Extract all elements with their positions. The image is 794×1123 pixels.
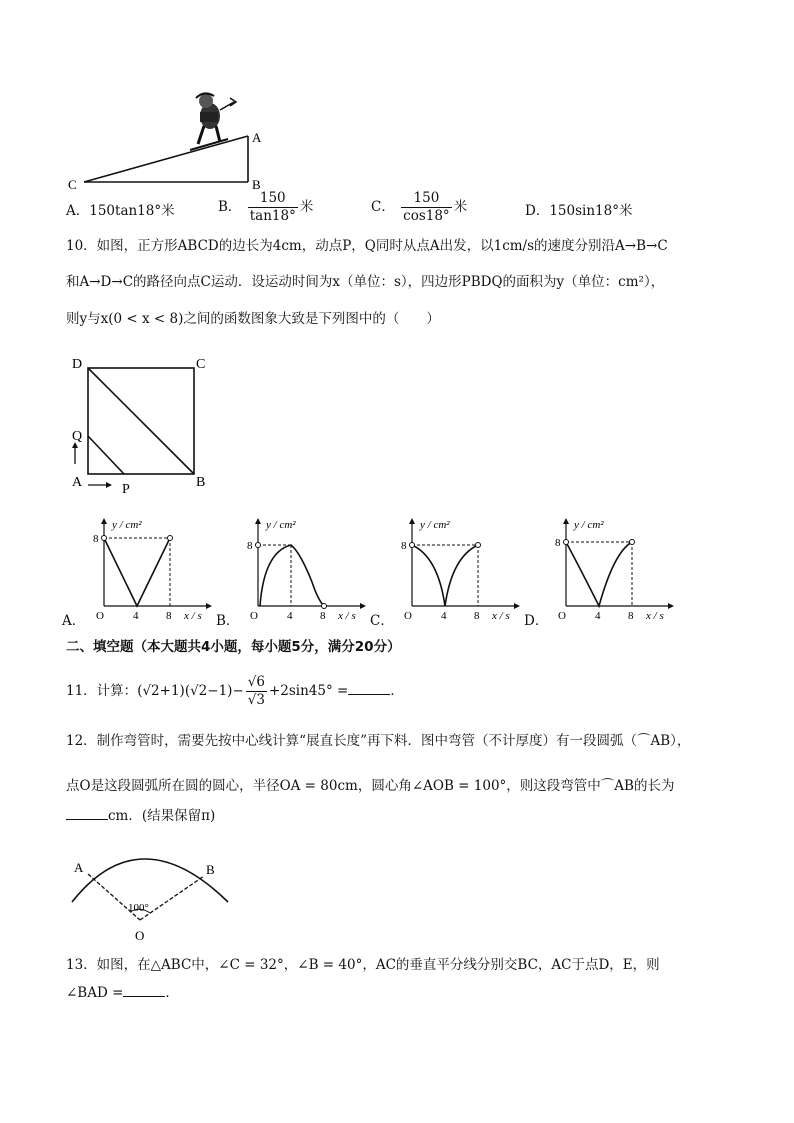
answer-blank[interactable] (348, 682, 390, 695)
slope-line (84, 136, 248, 182)
answer-blank[interactable] (123, 984, 165, 997)
svg-text:4: 4 (287, 610, 293, 622)
q9-option-d[interactable]: D．150sin18°米 (525, 203, 633, 219)
svg-text:8: 8 (628, 610, 634, 622)
svg-text:y / cm²: y / cm² (420, 519, 450, 531)
q11-fraction: $\frac{√6}{√3}$ (247, 674, 265, 708)
q11-question: 11．计算：(√2+1)(√2−1)− $\frac{√6}{√3}$ +2sin45° = ． (66, 674, 404, 708)
label-d: D (72, 357, 83, 372)
svg-text:O: O (558, 610, 566, 622)
q13-line1: 13．如图，在△ABC中，∠C = 32°，∠B = 40°，AC的垂直平分线分别交BC，AC于点D，E，则 (66, 957, 660, 973)
q9-b-fraction: $\frac{150}{\tan 18^\circ}$ (249, 190, 296, 224)
label-b: B (252, 177, 261, 192)
slope-figure (60, 92, 280, 192)
label-q: Q (72, 429, 83, 444)
axes (563, 518, 674, 609)
svg-text:O: O (250, 610, 258, 622)
svg-text:y / cm²: y / cm² (574, 519, 604, 531)
svg-text:8: 8 (320, 610, 326, 622)
axes (409, 518, 520, 609)
q9-option-b[interactable]: B． $\frac{150}{\tan 18^\circ}$ 米 (218, 190, 314, 224)
axes (255, 518, 366, 609)
label-a: A (72, 475, 83, 490)
q9-option-a[interactable]: A．150tan18°米 (66, 203, 175, 219)
axes (101, 518, 212, 609)
q13-line2: ∠BAD = ． (66, 985, 179, 1001)
arc-figure (60, 834, 240, 946)
curve (104, 538, 170, 606)
svg-text:8: 8 (555, 537, 561, 549)
svg-text:x / s: x / s (338, 610, 356, 622)
segment-qp (88, 436, 124, 474)
square-figure (64, 352, 214, 498)
curve (260, 545, 324, 606)
graph-option-a[interactable] (80, 512, 220, 624)
svg-text:8: 8 (401, 540, 407, 552)
q12-line3: cm．(结果保留π) (66, 806, 215, 826)
graph-option-b[interactable] (234, 512, 374, 624)
graph-label-a[interactable]: A． (62, 613, 86, 629)
graph-option-d[interactable] (542, 512, 682, 624)
label-c: C (196, 357, 206, 372)
label-c: C (68, 177, 77, 192)
svg-text:y / cm²: y / cm² (112, 519, 142, 531)
q12-line1: 12．制作弯管时，需要先按中心线计算“展直长度”再下料．图中弯管（不计厚度）有一段圆弧（⌒AB）， (66, 733, 691, 749)
svg-text:x / s: x / s (646, 610, 664, 622)
radius-ob (140, 876, 204, 920)
svg-text:8: 8 (166, 610, 172, 622)
svg-text:x / s: x / s (492, 610, 510, 622)
q9-c-fraction: $\frac{150}{\cos 18^\circ}$ (403, 190, 450, 224)
graph-label-c[interactable]: C． (370, 613, 394, 629)
curve (412, 545, 478, 606)
section-heading: 二、填空题（本大题共4小题，每小题5分，满分20分） (66, 639, 401, 655)
label-b: B (196, 475, 206, 490)
svg-text:O: O (404, 610, 412, 622)
svg-text:8: 8 (93, 533, 99, 545)
q10-line3: 则y与x(0 < x < 8)之间的函数图象大致是下列图中的（ ） (66, 311, 440, 327)
graph-label-d[interactable]: D． (524, 613, 549, 629)
svg-text:O: O (96, 610, 104, 622)
graph-option-c[interactable] (388, 512, 528, 624)
answer-blank[interactable] (66, 807, 108, 820)
svg-text:8: 8 (474, 610, 480, 622)
q10-line2: 和A→D→C的路径向点C运动．设运动时间为x（单位：s），四边形PBDQ的面积为y（单位：cm²）， (66, 274, 665, 290)
svg-text:y / cm²: y / cm² (266, 519, 296, 531)
svg-text:4: 4 (441, 610, 447, 622)
curve (566, 542, 632, 606)
label-o: O (135, 928, 145, 943)
label-b: B (206, 862, 215, 877)
diagonal-db (88, 368, 194, 474)
svg-text:4: 4 (595, 610, 601, 622)
arrow-right-icon (106, 482, 112, 488)
angle-label: 100° (128, 902, 149, 914)
label-a: A (74, 860, 84, 875)
svg-text:8: 8 (247, 540, 253, 552)
q10-line1: 10．如图，正方形ABCD的边长为4cm，动点P，Q同时从点A出发，以1cm/s的速度分别沿A→B→C (66, 238, 668, 254)
q12-line2: 点O是这段圆弧所在圆的圆心，半径OA = 80cm，圆心角∠AOB = 100°，则这段弯管中⌒AB的长为 (66, 778, 675, 794)
svg-text:4: 4 (133, 610, 139, 622)
svg-text:x / s: x / s (184, 610, 202, 622)
label-p: P (122, 482, 130, 497)
label-a: A (252, 130, 262, 145)
graph-label-b[interactable]: B． (216, 613, 240, 629)
q9-option-c[interactable]: C． $\frac{150}{\cos 18^\circ}$ 米 (371, 190, 468, 224)
